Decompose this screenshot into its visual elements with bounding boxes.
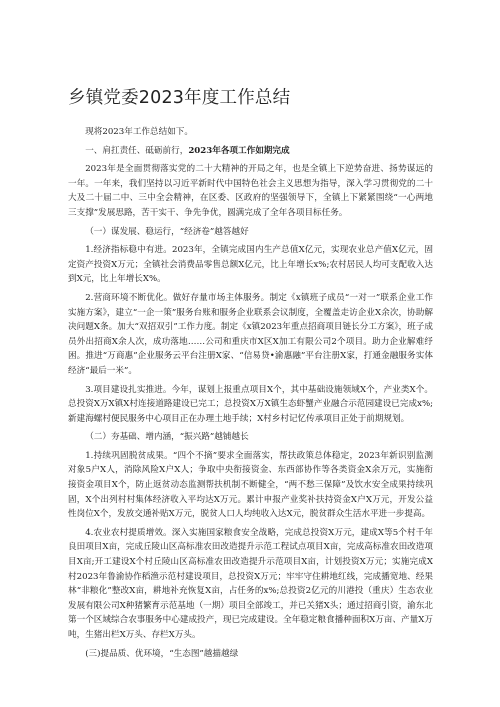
section-1-lead: 2023年是全面贯彻落实党的二十大精神的开局之年，也是全镇上下逆势奋进、扬势谋远的一年。一年来，我们坚持以习近平新时代中国特色社会主义思想为指导，深入学习贯彻党的二十大及二十届二中、三中全会精神，在区委、区政府的坚强领导下，全镇上下紧紧围绕“一心两地三支撑”发展思路，苦干实干、争先争优，圆满完成了全年各项目标任务。 xyxy=(68,164,433,218)
subsection-3-heading: (三)提品质、优环境，“生态图”越描越绿 xyxy=(85,648,239,659)
subsection-2-heading: （二）夯基础、增内涵，“振兴路”越铺越长 xyxy=(85,432,249,443)
subsection-2-item-4: 4.农业农村提质增效。深入实施国家粮食安全战略，完成总投资X万元，建成X等5个村千年良田项目X亩，完成丘陵山区高标准农田改造提升示范工程试点项目X亩，完成高标准农田改造项目X亩;开工建设X个村丘陵山区高标准农田改造提升示范项目X亩，计划投资X万元；实施完成X村2023年鲁渝协作稻渔示范村建设项目，总投资X万元；牢牢守住耕地红线，完成播宽地、经果林“非粮化”整改X亩，耕地补充恢复X亩，占任务的x%;总投资2亿元的川港投（重庆）生态农业发展有限公司X种猪繁育示范基地（一期）项目全部竣工，并已关猪X头；通过招商引资，渝东北第一个区域综合农事服务中心建成投产，现已完成建设。全年稳定粮食播种面积X万亩、产量X万吨，生猪出栏X万头、存栏X万头。 xyxy=(68,527,433,640)
subsection-1-item-1: 1.经济指标稳中有进。2023年，全镇完成国内生产总值X亿元，实现农业总产值X亿元，固定资产投资X万元；全镇社会消费品零售总额X亿元，比上年增长x%;农村居民人均可支配收入达到X元，比上年增长X%。 xyxy=(68,245,433,285)
intro-paragraph: 现将2023年工作总结如下。 xyxy=(85,127,193,137)
subsection-1-item-3: 3.项目建设扎实推进。今年，谋划上报重点项目X个，其中基础设施领域X个，产业类X个。总投资X万X镇X村连接道路建设已完工；总投资X万X镇生态虾蟹产业融合示范园建设已完成x%;新建海螺村便民服务中心项目正在办理土地手续；X村乡村记忆传承项目正处于前期规划。 xyxy=(68,384,433,424)
subsection-1-item-2: 2.营商环境不断优化。做好存量市场主体服务。制定《x镇班子成员“一对一”联系企业工作实施方案》，建立“一企一策”服务台账和服务企业联系会议制度，全覆盖走访企业X余次，协助解决问题X条。加大“双招双引”工作力度。制定《x镇2023年重点招商项目链长分工方案》，班子成员外出招商X余人次，成功落地……公司和重庆市X区X加工有限公司2个项目。助力企业解难纾困。推进“万商惠”企业服务云平台注册X家、“信易贷•渝惠融”平台注册X家，打通金融服务实体经济“最后一米”。 xyxy=(68,292,433,376)
section-1-heading-bold: 2023年各项工作如期完成 xyxy=(188,145,290,156)
subsection-2-item-1: 1.持续巩固脱贫成果。“四个不摘”要求全面落实，帮扶政策总体稳定，2023年新识别监测对象5户X人，消除风险X户X人；争取中央衔接资金、东西部协作等各类资金X余万元，实施衔接资金项目X个，防止返贫动态监测帮扶机制不断健全，“两不愁三保障”及饮水安全成果持续巩固，X个出列村村集体经济收入平均达X万元。累计申报产业奖补扶持资金X户X万元，开发公益性岗位X个，发放交通补贴X万元，脱贫人口人均纯收入达X元，脱贫群众生活水平进一步提高。 xyxy=(68,450,433,520)
section-1-heading xyxy=(68,144,433,159)
subsection-1-heading: （一）谋发展、稳运行，“经济卷”越答越好 xyxy=(85,226,249,237)
section-1-heading-plain: 一、肩扛责任、砥砺前行， xyxy=(85,145,189,156)
document-title: 乡镇党委2023年度工作总结 xyxy=(68,88,291,108)
